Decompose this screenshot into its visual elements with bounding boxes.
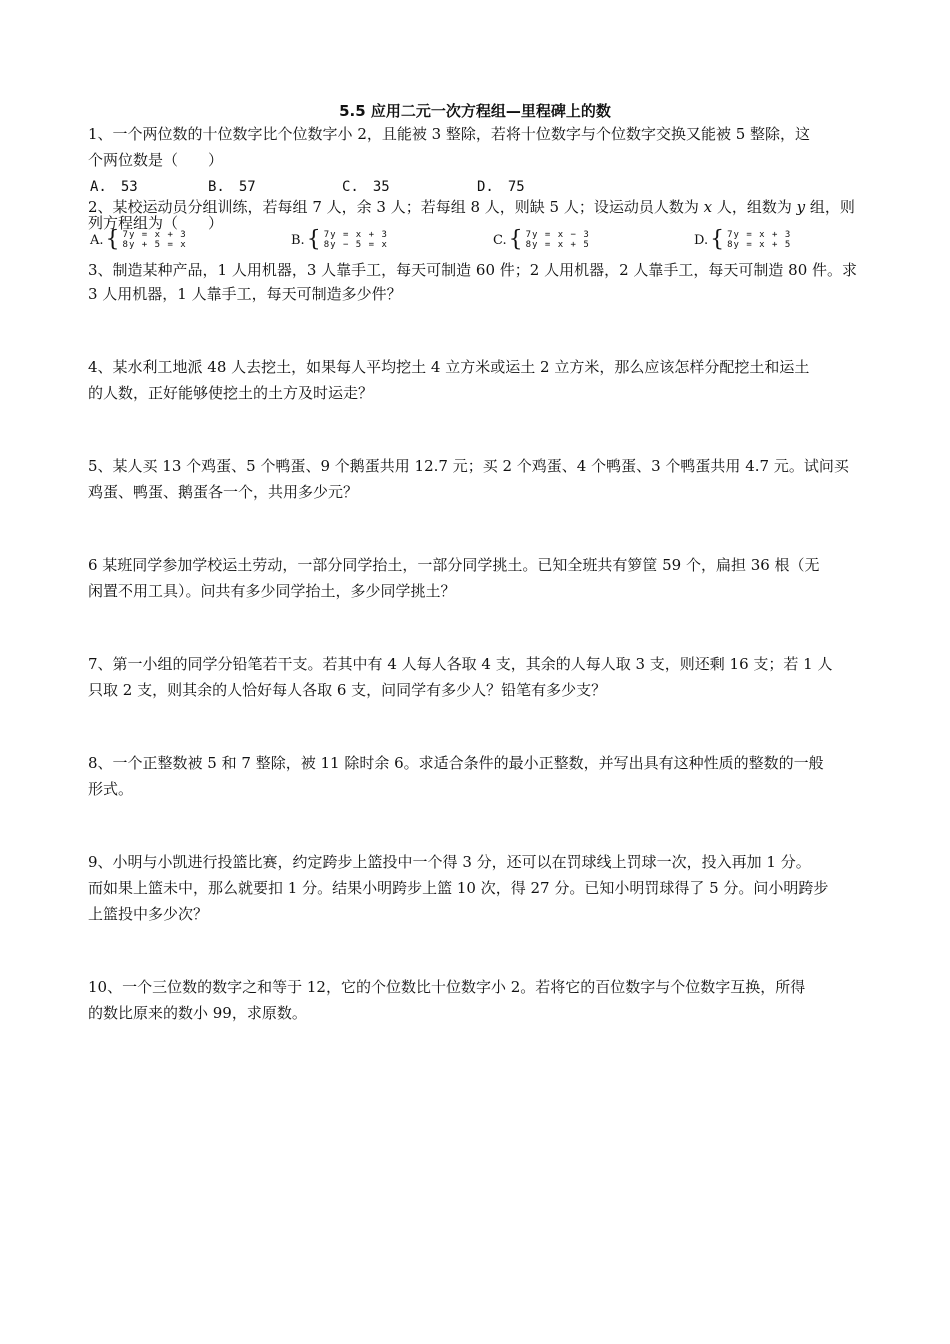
q2-option-a-eq2: 8y + 5 = x [122, 240, 187, 250]
q2-option-b-label: B. [291, 232, 305, 248]
question-7-line-2: 只取 2 支，则其余的人恰好每人各取 6 支，问同学有多少人？铅笔有多少支？ [88, 681, 607, 699]
q2-option-a-eq1: 7y = x + 3 [122, 230, 187, 240]
brace-icon: { [306, 227, 321, 252]
brace-icon: { [710, 227, 725, 252]
question-10-line-2: 的数比原来的数小 99，求原数。 [88, 1004, 307, 1022]
variable-y: y [796, 198, 806, 216]
question-9-line-2: 而如果上篮未中，那么就要扣 1 分。结果小明跨步上篮 10 次，得 27 分。已知小明罚球得了 5 分。问小明跨步 [88, 879, 829, 897]
q2-option-d [694, 229, 791, 251]
question-7-line-1: 7、第一小组的同学分铅笔若干支。若其中有 4 人每人各取 4 支，其余的人每人取 3 支，则还剩 16 支；若 1 人 [88, 655, 833, 673]
question-10-line-1: 10、一个三位数的数字之和等于 12，它的个位数比十位数字小 2。若将它的百位数字与个位数字互换，所得 [88, 978, 806, 996]
q1-option-d: D. 75 [477, 179, 525, 195]
question-5-line-1: 5、某人买 13 个鸡蛋、5 个鸭蛋、9 个鹅蛋共用 12.7 元；买 2 个鸡蛋、4 个鸭蛋、3 个鸭蛋共用 4.7 元。试问买 [88, 457, 849, 475]
brace-icon: { [105, 227, 120, 252]
q2-option-c-label: C. [493, 232, 507, 248]
q2-option-d-label: D. [694, 232, 709, 248]
question-6-line-2: 闲置不用工具）。问共有多少同学抬土，多少同学挑土？ [88, 582, 456, 600]
question-9-line-3: 上篮投中多少次？ [88, 905, 209, 923]
question-1-line-1: 1、一个两位数的十位数字比个位数字小 2，且能被 3 整除，若将十位数字与个位数字交换又能被 5 整除，这 [88, 125, 811, 143]
q1-option-a: A. 53 [90, 179, 138, 195]
question-3-line-2: 3 人用机器，1 人靠手工，每天可制造多少件？ [88, 285, 402, 303]
question-8-line-2: 形式。 [88, 780, 134, 798]
question-8-line-1: 8、一个正整数被 5 和 7 整除，被 11 除时余 6。求适合条件的最小正整数，并写出具有这种性质的整数的一般 [88, 754, 824, 772]
q2-option-b-eq1: 7y = x + 3 [323, 230, 388, 240]
q2-option-a [90, 229, 187, 251]
q2-option-b [291, 229, 388, 251]
question-1-line-2: 个两位数是（ ） [88, 151, 224, 169]
q2-option-c-eq1: 7y = x − 3 [525, 230, 590, 240]
question-6-line-1: 6 某班同学参加学校运土劳动，一部分同学抬土，一部分同学挑土。已知全班共有箩筐 59 个，扁担 36 根（无 [88, 556, 820, 574]
q2-text-a: 2、某校运动员分组训练，若每组 7 人，余 3 人；若每组 8 人，则缺 5 人；设运动员人数为 [88, 198, 704, 216]
brace-icon: { [508, 227, 523, 252]
variable-x: x [703, 198, 713, 216]
q2-option-c-eq2: 8y = x + 5 [525, 240, 590, 250]
q2-text-b: 人，组数为 [712, 198, 797, 216]
q2-option-d-eq2: 8y = x + 5 [727, 240, 792, 250]
question-3-line-1: 3、制造某种产品，1 人用机器，3 人靠手工，每天可制造 60 件；2 人用机器，2 人靠手工，每天可制造 80 件。求 [88, 261, 858, 279]
q2-text-c: 组，则 [805, 198, 855, 216]
question-4-line-1: 4、某水利工地派 48 人去挖土，如果每人平均挖土 4 立方米或运土 2 立方米，那么应该怎样分配挖土和运土 [88, 358, 810, 376]
question-9-line-1: 9、小明与小凯进行投篮比赛，约定跨步上篮投中一个得 3 分，还可以在罚球线上罚球一次，投入再加 1 分。 [88, 853, 811, 871]
q1-option-b: B. 57 [208, 179, 256, 195]
question-2-line-2: 列方程组为（ ） [88, 214, 224, 232]
q1-option-c: C. 35 [342, 179, 390, 195]
page-title: 5.5 应用二元一次方程组—里程碑上的数 [339, 102, 611, 120]
q2-option-d-eq1: 7y = x + 3 [727, 230, 792, 240]
question-4-line-2: 的人数，正好能够使挖土的土方及时运走？ [88, 384, 374, 402]
q2-option-a-label: A. [90, 232, 104, 248]
q2-option-b-eq2: 8y − 5 = x [323, 240, 388, 250]
question-5-line-2: 鸡蛋、鸭蛋、鹅蛋各一个，共用多少元？ [88, 483, 359, 501]
q2-option-c [493, 229, 590, 251]
